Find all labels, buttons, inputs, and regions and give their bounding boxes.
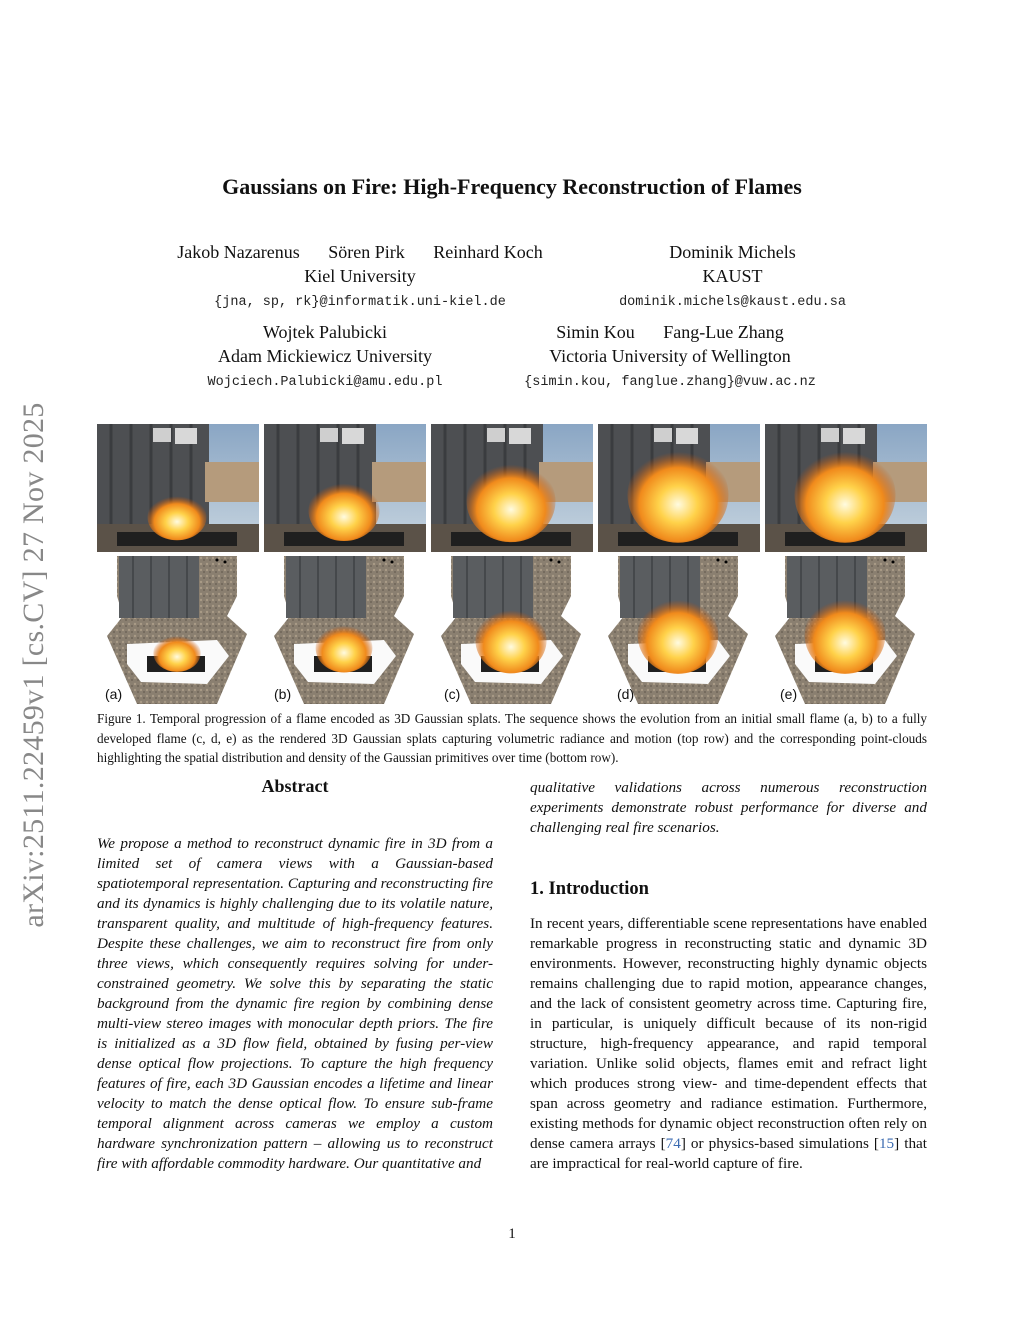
author-name: Sören Pirk (328, 242, 405, 262)
panel-label: (c) (444, 686, 461, 702)
author-name: Wojtek Palubicki (262, 322, 388, 342)
abstract-continuation: qualitative validations across numerous reconstruction experiments demonstrate robust performance for diverse and challenging real fire scenarios. (530, 779, 927, 836)
panel-label: (b) (274, 686, 292, 702)
introduction-paragraph (530, 914, 927, 1174)
author-names (495, 320, 845, 344)
author-email: {simin.kou, fanglue.zhang}@vuw.ac.nz (524, 375, 816, 390)
rendered-splat-b (264, 424, 426, 552)
citation-link[interactable]: 74 (665, 1135, 681, 1152)
citation-link[interactable]: 15 (878, 1135, 895, 1152)
author-affiliation: Kiel University (304, 266, 416, 286)
author-email: dominik.michels@kaust.edu.sa (619, 295, 846, 310)
author-affiliation: Victoria University of Wellington (549, 346, 791, 366)
rendered-splat-c (431, 424, 593, 552)
intro-text: In recent years, differentiable scene representations have enabled remarkable progress in reconstructing static and dynamic 3D environments. However, reconstructing highly dynamic objects remains challenging due to rapid motion, appearance changes, and the lack of consistent geometry across time. Capturing fire, in particular, is uniquely difficult because of its non-rigid structure, high-frequency appearance, and rapid temporal variation. Unlike solid objects, flames emit and refract light which produces strong view- and time-dependent effects that span across geometry and radiance estimation. Furthermore, existing methods for dynamic object reconstruction often rely on dense camera arrays [ (530, 915, 927, 1152)
author-group-kaust (590, 240, 875, 310)
point-cloud-b (264, 556, 426, 704)
figure-1 (97, 424, 927, 709)
author-name: Reinhard Koch (433, 242, 543, 262)
author-affiliation: KAUST (702, 266, 763, 286)
panel-label: (a) (105, 686, 123, 702)
author-email: Wojciech.Palubicki@amu.edu.pl (207, 375, 443, 390)
point-cloud-c (431, 556, 593, 704)
panel-label: (e) (780, 686, 798, 702)
arxiv-identifier: arXiv:2511.22459v1 [cs.CV] 27 Nov 2025 (17, 402, 50, 928)
point-cloud-a (97, 556, 259, 704)
author-group-kiel (140, 240, 580, 310)
rendered-splat-d (598, 424, 760, 552)
author-name: Simin Kou (556, 322, 635, 342)
intro-text: ] or physics-based simulations [ (680, 1135, 879, 1152)
author-names (140, 240, 580, 264)
author-name: Dominik Michels (669, 242, 796, 262)
rendered-splat-e (765, 424, 927, 552)
author-names (590, 240, 875, 264)
abstract-body: We propose a method to reconstruct dynamic fire in 3D from a limited set of camera views with a Gaussian-based spatiotemporal representation. Capturing and reconstructing fire and its dynamics is highly challenging due to its volatile nature, transparent quality, and multitude of high-frequency features. Despite these challenges, we aim to reconstruct fire from only three views, which consequently requires solving for under-constrained geometry. We solve this by separating the static background from the dynamic fire region by combining dense multi-view stereo images with monocular depth priors. The fire is initialized as a 3D flow field, obtained by fusing per-view dense optical flow projections. To capture the high frequency features of fire, each 3D Gaussian encodes a lifetime and linear velocity to match the dense optical flow. To ensure sub-frame temporal alignment across cameras we employ a custom hardware synchronization pattern – allowing us to reconstruct fire with affordable commodity hardware. Our quantitative and (97, 835, 493, 1172)
point-cloud-e (765, 556, 927, 704)
author-group-amu (170, 320, 480, 390)
point-cloud-d (598, 556, 760, 704)
arxiv-sidebar (14, 370, 54, 960)
rendered-splat-a (97, 424, 259, 552)
author-name: Jakob Nazarenus (177, 242, 300, 262)
page-number: 1 (508, 1226, 516, 1242)
author-names (170, 320, 480, 344)
section-heading-introduction: 1. Introduction (530, 879, 649, 899)
author-name: Fang-Lue Zhang (663, 322, 784, 342)
intro-text: ] that are impractical for real-world capture of fire. (530, 1135, 927, 1172)
author-group-vuw (495, 320, 845, 390)
figure-caption: Figure 1. Temporal progression of a flame encoded as 3D Gaussian splats. The sequence shows the evolution from an initial small flame (a, b) to a fully developed flame (c, d, e) as the rendered 3D Gaussian splats capturing volumetric radiance and motion (top row) and the corresponding point-clouds highlighting the spatial distribution and density of the Gaussian primitives over time (bottom row). (97, 711, 927, 765)
panel-label: (d) (617, 686, 635, 702)
author-affiliation: Adam Mickiewicz University (218, 346, 432, 366)
author-email: {jna, sp, rk}@informatik.uni-kiel.de (214, 295, 506, 310)
paper-title: Gaussians on Fire: High-Frequency Reconstruction of Flames (222, 174, 802, 199)
abstract-heading: Abstract (261, 776, 329, 796)
